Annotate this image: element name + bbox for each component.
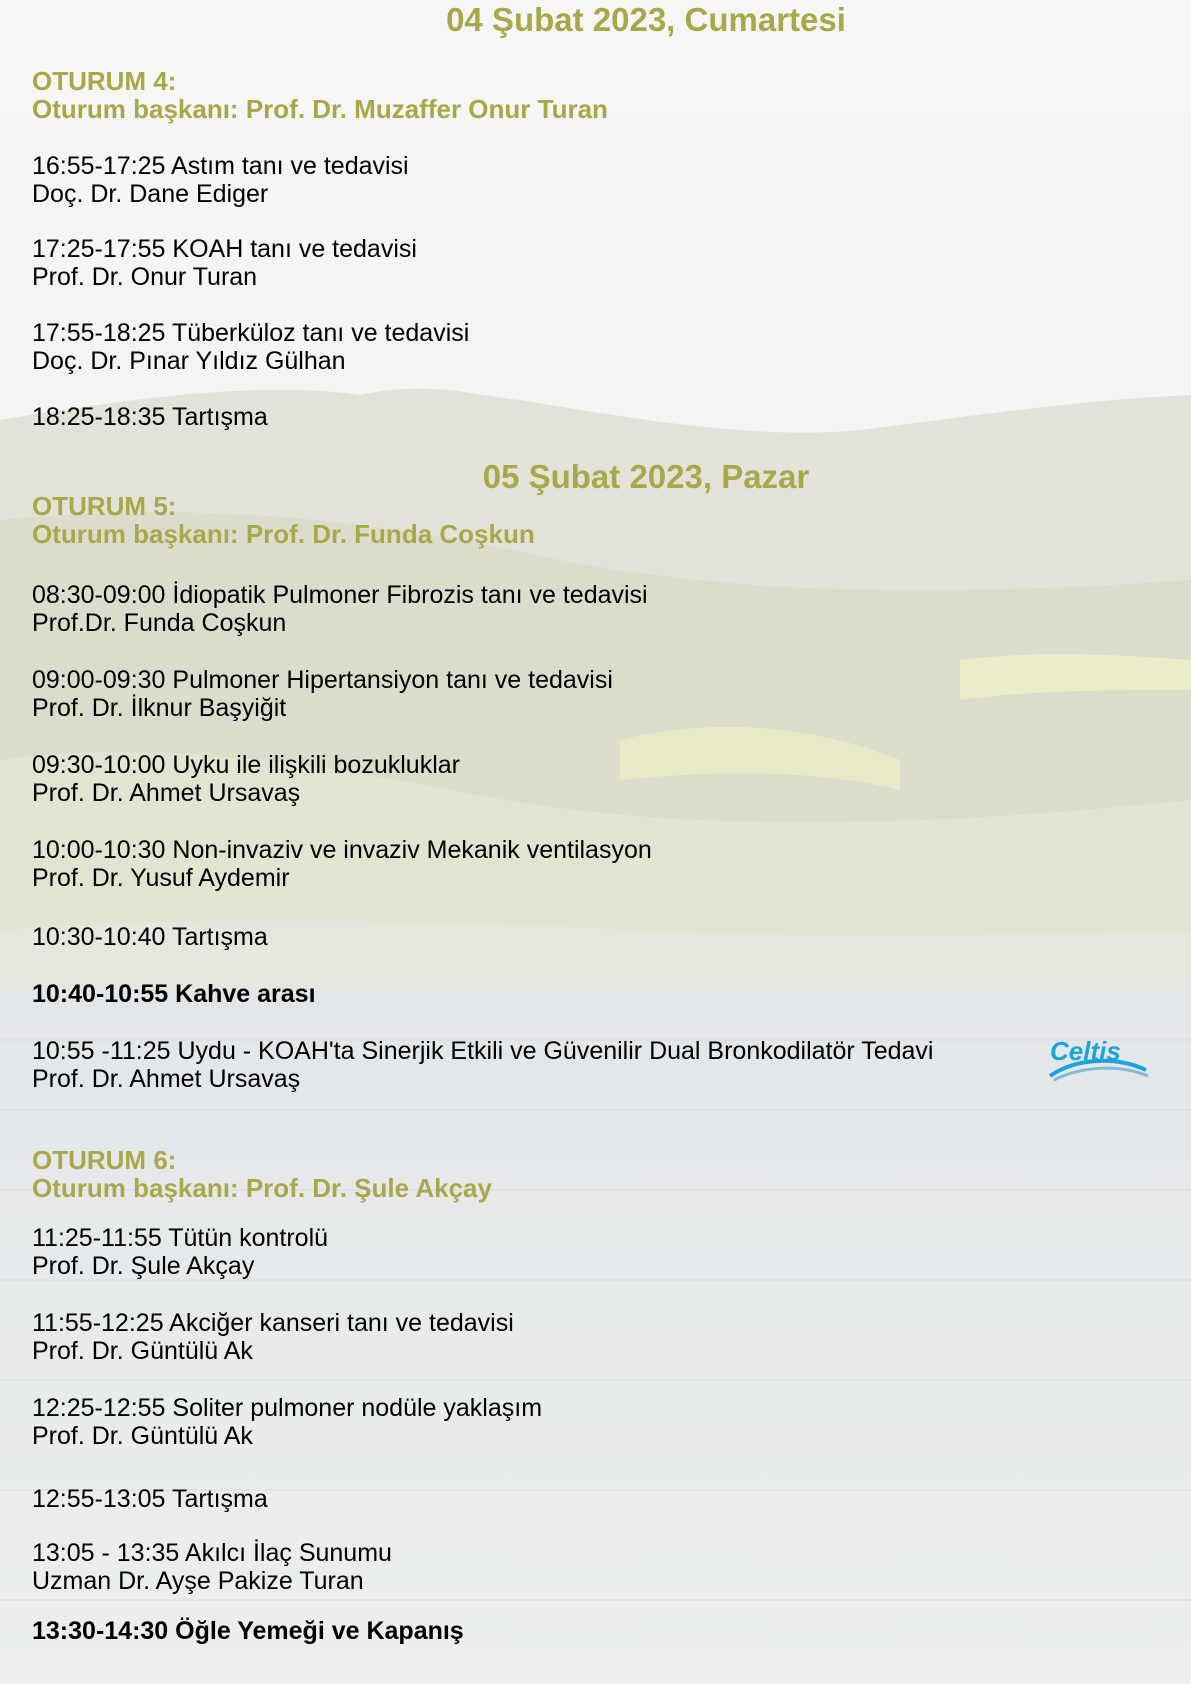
item-time-title: 11:55-12:25 Akciğer kanseri tanı ve tedavisi [32,1309,514,1337]
program-item [32,751,460,807]
item-speaker: Prof. Dr. Güntülü Ak [32,1337,253,1365]
program-item [32,319,469,375]
session-6-chair: Oturum başkanı: Prof. Dr. Şule Akçay [32,1173,492,1203]
item-time-title: 10:00-10:30 Non-invaziv ve invaziv Mekanik ventilasyon [32,836,652,864]
program-item [32,152,409,208]
session-6-label: OTURUM 6: [32,1145,177,1175]
session-6-heading [32,1146,492,1202]
session-4-heading [32,67,608,123]
item-time-title: 10:30-10:40 Tartışma [32,923,268,951]
item-time-title: 12:25-12:55 Soliter pulmoner nodüle yaklaşım [32,1394,543,1422]
item-time-title: 18:25-18:35 Tartışma [32,403,268,431]
item-speaker: Prof. Dr. Yusuf Aydemir [32,864,290,892]
item-speaker: Prof. Dr. İlknur Başyiğit [32,694,287,722]
item-time-title: 13:05 - 13:35 Akılcı İlaç Sunumu [32,1539,392,1567]
item-speaker: Prof. Dr. Ahmet Ursavaş [32,1065,301,1093]
program-item [32,1224,328,1280]
item-speaker: Prof.Dr. Funda Coşkun [32,609,287,637]
item-time-title: 08:30-09:00 İdiopatik Pulmoner Fibrozis tanı ve tedavisi [32,581,648,609]
sponsor-logo-text: Celtis [1050,1036,1121,1066]
session-4-label: OTURUM 4: [32,66,177,96]
program-item [32,581,648,637]
closing-lunch: 13:30-14:30 Öğle Yemeği ve Kapanış [32,1617,464,1645]
item-time-title: 09:30-10:00 Uyku ile ilişkili bozukluklar [32,751,460,779]
item-speaker: Prof. Dr. Şule Akçay [32,1252,255,1280]
item-time-title: 12:55-13:05 Tartışma [32,1485,268,1513]
item-speaker: Uzman Dr. Ayşe Pakize Turan [32,1567,364,1595]
session-5-chair: Oturum başkanı: Prof. Dr. Funda Coşkun [32,519,535,549]
satellite-item [32,1037,934,1093]
program-item [32,1539,392,1595]
item-speaker: Doç. Dr. Dane Ediger [32,180,269,208]
celtis-logo [1046,1036,1150,1084]
item-time-title: 11:25-11:55 Tütün kontrolü [32,1224,329,1252]
program-item [32,1485,268,1513]
item-time-title: 16:55-17:25 Astım tanı ve tedavisi [32,152,409,180]
program-item [32,923,268,951]
program-item [32,666,613,722]
item-time-title: 17:55-18:25 Tüberküloz tanı ve tedavisi [32,319,470,347]
item-speaker: Prof. Dr. Ahmet Ursavaş [32,779,301,807]
item-time-title: 10:55 -11:25 Uydu - KOAH'ta Sinerjik Etkili ve Güvenilir Dual Bronkodilatör Tedavi [32,1037,934,1065]
program-item [32,1309,514,1365]
coffee-break: 10:40-10:55 Kahve arası [32,980,316,1008]
session-5-heading [32,492,535,548]
program-item [32,1394,542,1450]
item-speaker: Prof. Dr. Güntülü Ak [32,1422,253,1450]
item-speaker: Doç. Dr. Pınar Yıldız Gülhan [32,347,346,375]
day-2-title: 05 Şubat 2023, Pazar [482,458,810,495]
program-item [32,235,417,291]
item-speaker: Prof. Dr. Onur Turan [32,263,258,291]
item-time-title: 17:25-17:55 KOAH tanı ve tedavisi [32,235,417,263]
session-5-label: OTURUM 5: [32,491,177,521]
program-item [32,403,268,431]
item-time-title: 09:00-09:30 Pulmoner Hipertansiyon tanı ve tedavisi [32,666,613,694]
session-4-chair: Oturum başkanı: Prof. Dr. Muzaffer Onur Turan [32,94,608,124]
program-item [32,836,652,892]
day-1-title: 04 Şubat 2023, Cumartesi [446,1,846,38]
